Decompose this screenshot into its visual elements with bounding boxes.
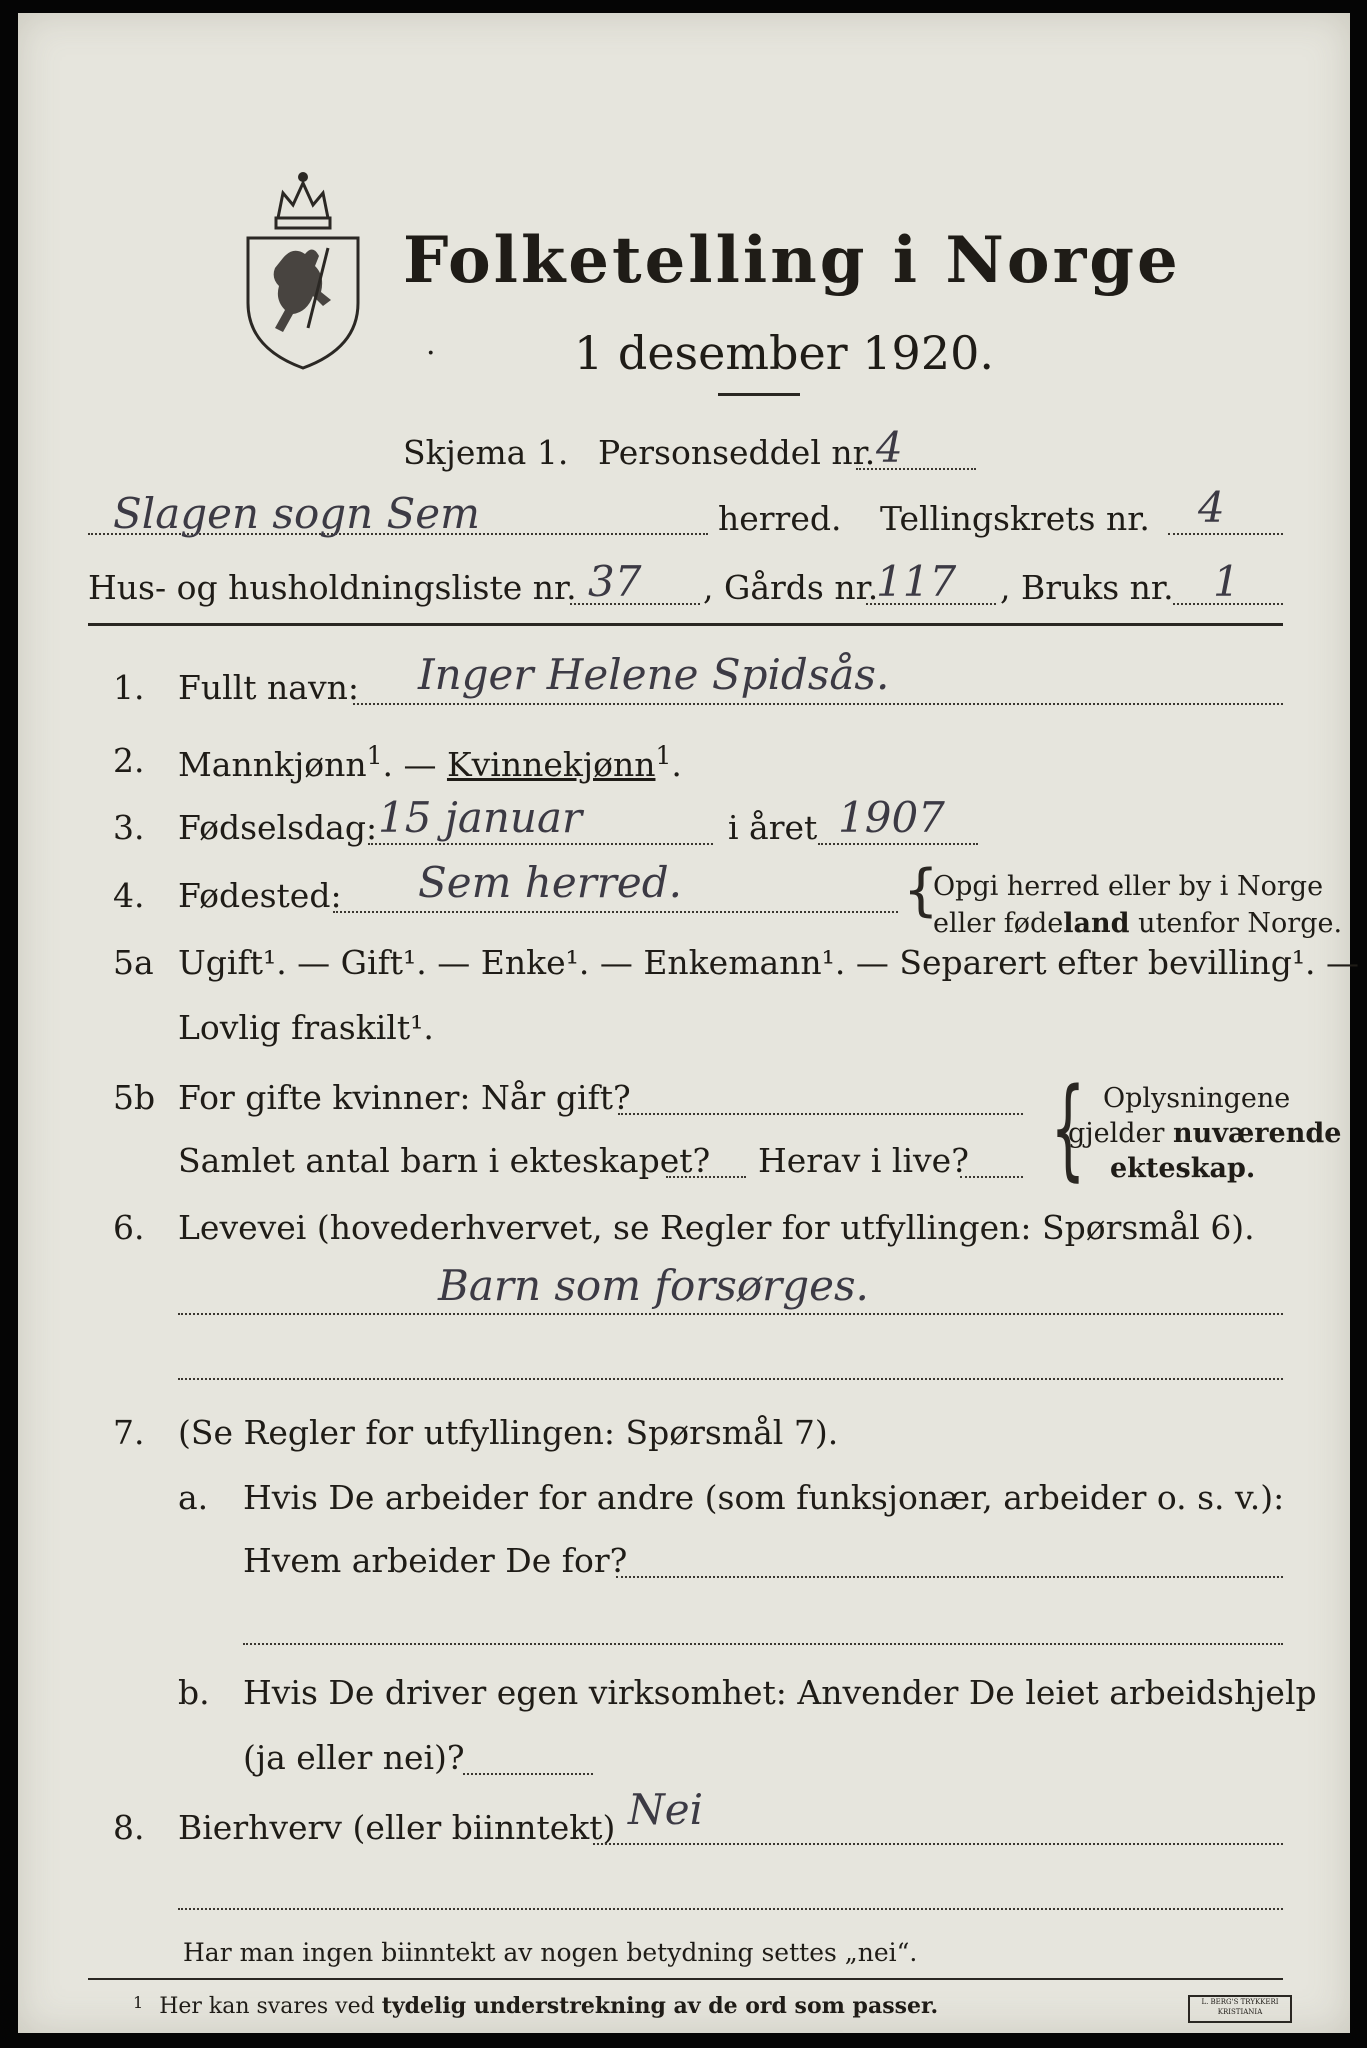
- biinntekt-note: Har man ingen biinntekt av nogen betydning settes „nei“.: [183, 1938, 918, 1967]
- q4-note-line1: Opgi herred eller by i Norge: [933, 871, 1324, 902]
- q3-value[interactable]: 15 januar: [378, 793, 583, 842]
- q7-number: 7.: [113, 1413, 145, 1452]
- bruks-label: , Bruks nr.: [1000, 568, 1174, 607]
- q4-value[interactable]: Sem herred.: [418, 858, 682, 907]
- date-dot: ·: [426, 336, 436, 371]
- q2-male[interactable]: Mannkjønn: [178, 745, 367, 784]
- q6-value[interactable]: Barn som forsørges.: [438, 1261, 869, 1310]
- q7b-number: b.: [178, 1673, 210, 1712]
- tellingskrets-value[interactable]: 4: [1198, 483, 1225, 532]
- q5b-note1: Oplysningene: [1103, 1083, 1291, 1114]
- q7b-answer-line: [463, 1773, 593, 1775]
- q6-line1: [178, 1313, 1283, 1315]
- coat-of-arms-icon: [238, 163, 368, 373]
- q6-line2: [178, 1378, 1283, 1380]
- q3-year-line: [818, 843, 978, 845]
- form-date: 1 desember 1920.: [574, 326, 994, 380]
- header-divider: [88, 623, 1283, 626]
- q5b-married-label: For gifte kvinner: Når gift?: [178, 1078, 631, 1117]
- q7a-answer-line: [616, 1576, 1283, 1578]
- herred-value[interactable]: Slagen sogn Sem: [113, 489, 480, 538]
- q5b-alive-label: Herav i live?: [758, 1141, 969, 1180]
- q8-label: Bierhverv (eller biinntekt): [178, 1808, 616, 1847]
- tellingskrets-label: Tellingskrets nr.: [880, 499, 1150, 538]
- census-form: [18, 13, 1360, 2033]
- q7a-answer-line2: [243, 1643, 1283, 1645]
- footnote-divider: [88, 1978, 1283, 1980]
- q7-label: (Se Regler for utfyllingen: Spørsmål 7).: [178, 1413, 839, 1452]
- q6-number: 6.: [113, 1208, 145, 1247]
- q7a-line2: Hvem arbeider De for?: [243, 1541, 628, 1580]
- q4-label: Fødested:: [178, 876, 342, 915]
- q1-label: Fullt navn:: [178, 668, 359, 707]
- q5b-brace: {: [1050, 1064, 1086, 1192]
- q7b-line2: (ja eller nei)?: [243, 1738, 465, 1777]
- q8-value[interactable]: Nei: [628, 1785, 704, 1834]
- tellingskrets-line: [1168, 533, 1283, 535]
- q3-year-label: i året: [728, 808, 818, 847]
- q1-line: [353, 703, 1283, 705]
- title-divider: [718, 393, 800, 396]
- q2-end: .: [671, 745, 682, 784]
- q4-line: [333, 911, 898, 913]
- q1-number: 1.: [113, 668, 145, 707]
- q5b-married-line: [618, 1113, 1023, 1115]
- q5a-number: 5a: [113, 943, 154, 982]
- q8-number: 8.: [113, 1808, 145, 1847]
- hus-value[interactable]: 37: [588, 557, 642, 606]
- q2-sep: . —: [382, 745, 447, 784]
- q7a-line1: Hvis De arbeider for andre (som funksjonær, arbeider o. s. v.):: [243, 1478, 1285, 1517]
- q7b-line1: Hvis De driver egen virksomhet: Anvender De leiet arbeidshjelp: [243, 1673, 1317, 1712]
- q5b-number: 5b: [113, 1078, 156, 1117]
- q3-label: Fødselsdag:: [178, 808, 378, 847]
- q5b-alive-line: [960, 1176, 1023, 1178]
- personseddel-line: [856, 468, 976, 470]
- q7a-number: a.: [178, 1478, 209, 1517]
- q6-label: Levevei (hovederhvervet, se Regler for utfyllingen: Spørsmål 6).: [178, 1208, 1255, 1247]
- q2-number: 2.: [113, 741, 145, 780]
- bruks-value[interactable]: 1: [1213, 557, 1240, 606]
- personseddel-value[interactable]: 4: [876, 423, 903, 472]
- gards-label: , Gårds nr.: [703, 568, 879, 607]
- q1-value[interactable]: Inger Helene Spidsås.: [418, 650, 890, 699]
- q3-number: 3.: [113, 808, 145, 847]
- gards-value[interactable]: 117: [876, 557, 957, 606]
- personseddel-label: Personseddel nr.: [598, 433, 876, 472]
- footnote: $^1$ Her kan svares ved tydelig understrekning av de ord som passer.: [133, 1993, 939, 2019]
- q8-line: [593, 1843, 1283, 1845]
- q4-brace: {: [903, 858, 939, 923]
- hus-label: Hus- og husholdningsliste nr.: [88, 568, 577, 607]
- q5b-children-label: Samlet antal barn i ekteskapet?: [178, 1141, 711, 1180]
- q4-note-line2: eller fødeland utenfor Norge.: [933, 908, 1343, 939]
- q3-year-value[interactable]: 1907: [838, 793, 945, 842]
- q4-number: 4.: [113, 876, 145, 915]
- schema-label: Skjema 1.: [403, 433, 569, 472]
- q3-line: [368, 843, 713, 845]
- q5b-note2: gjelder nuværende: [1068, 1118, 1342, 1149]
- form-title: Folketelling i Norge: [403, 223, 1181, 298]
- printer-stamp: L. BERG'S TRYKKERI KRISTIANIA: [1188, 1995, 1292, 2023]
- q5b-children-line: [666, 1176, 746, 1178]
- q2-female[interactable]: Kvinnekjønn: [446, 745, 656, 784]
- q5a-options-line2[interactable]: Lovlig fraskilt¹.: [178, 1008, 434, 1047]
- q2-options[interactable]: Mannkjønn$^1$. — Kvinnekjønn$^1$.: [178, 741, 682, 784]
- q5b-note3: ekteskap.: [1110, 1153, 1256, 1184]
- q5a-options[interactable]: Ugift¹. — Gift¹. — Enke¹. — Enkemann¹. — Separert efter bevilling¹. —: [178, 943, 1360, 982]
- q8-line2: [178, 1908, 1283, 1910]
- herred-label: herred.: [718, 499, 842, 538]
